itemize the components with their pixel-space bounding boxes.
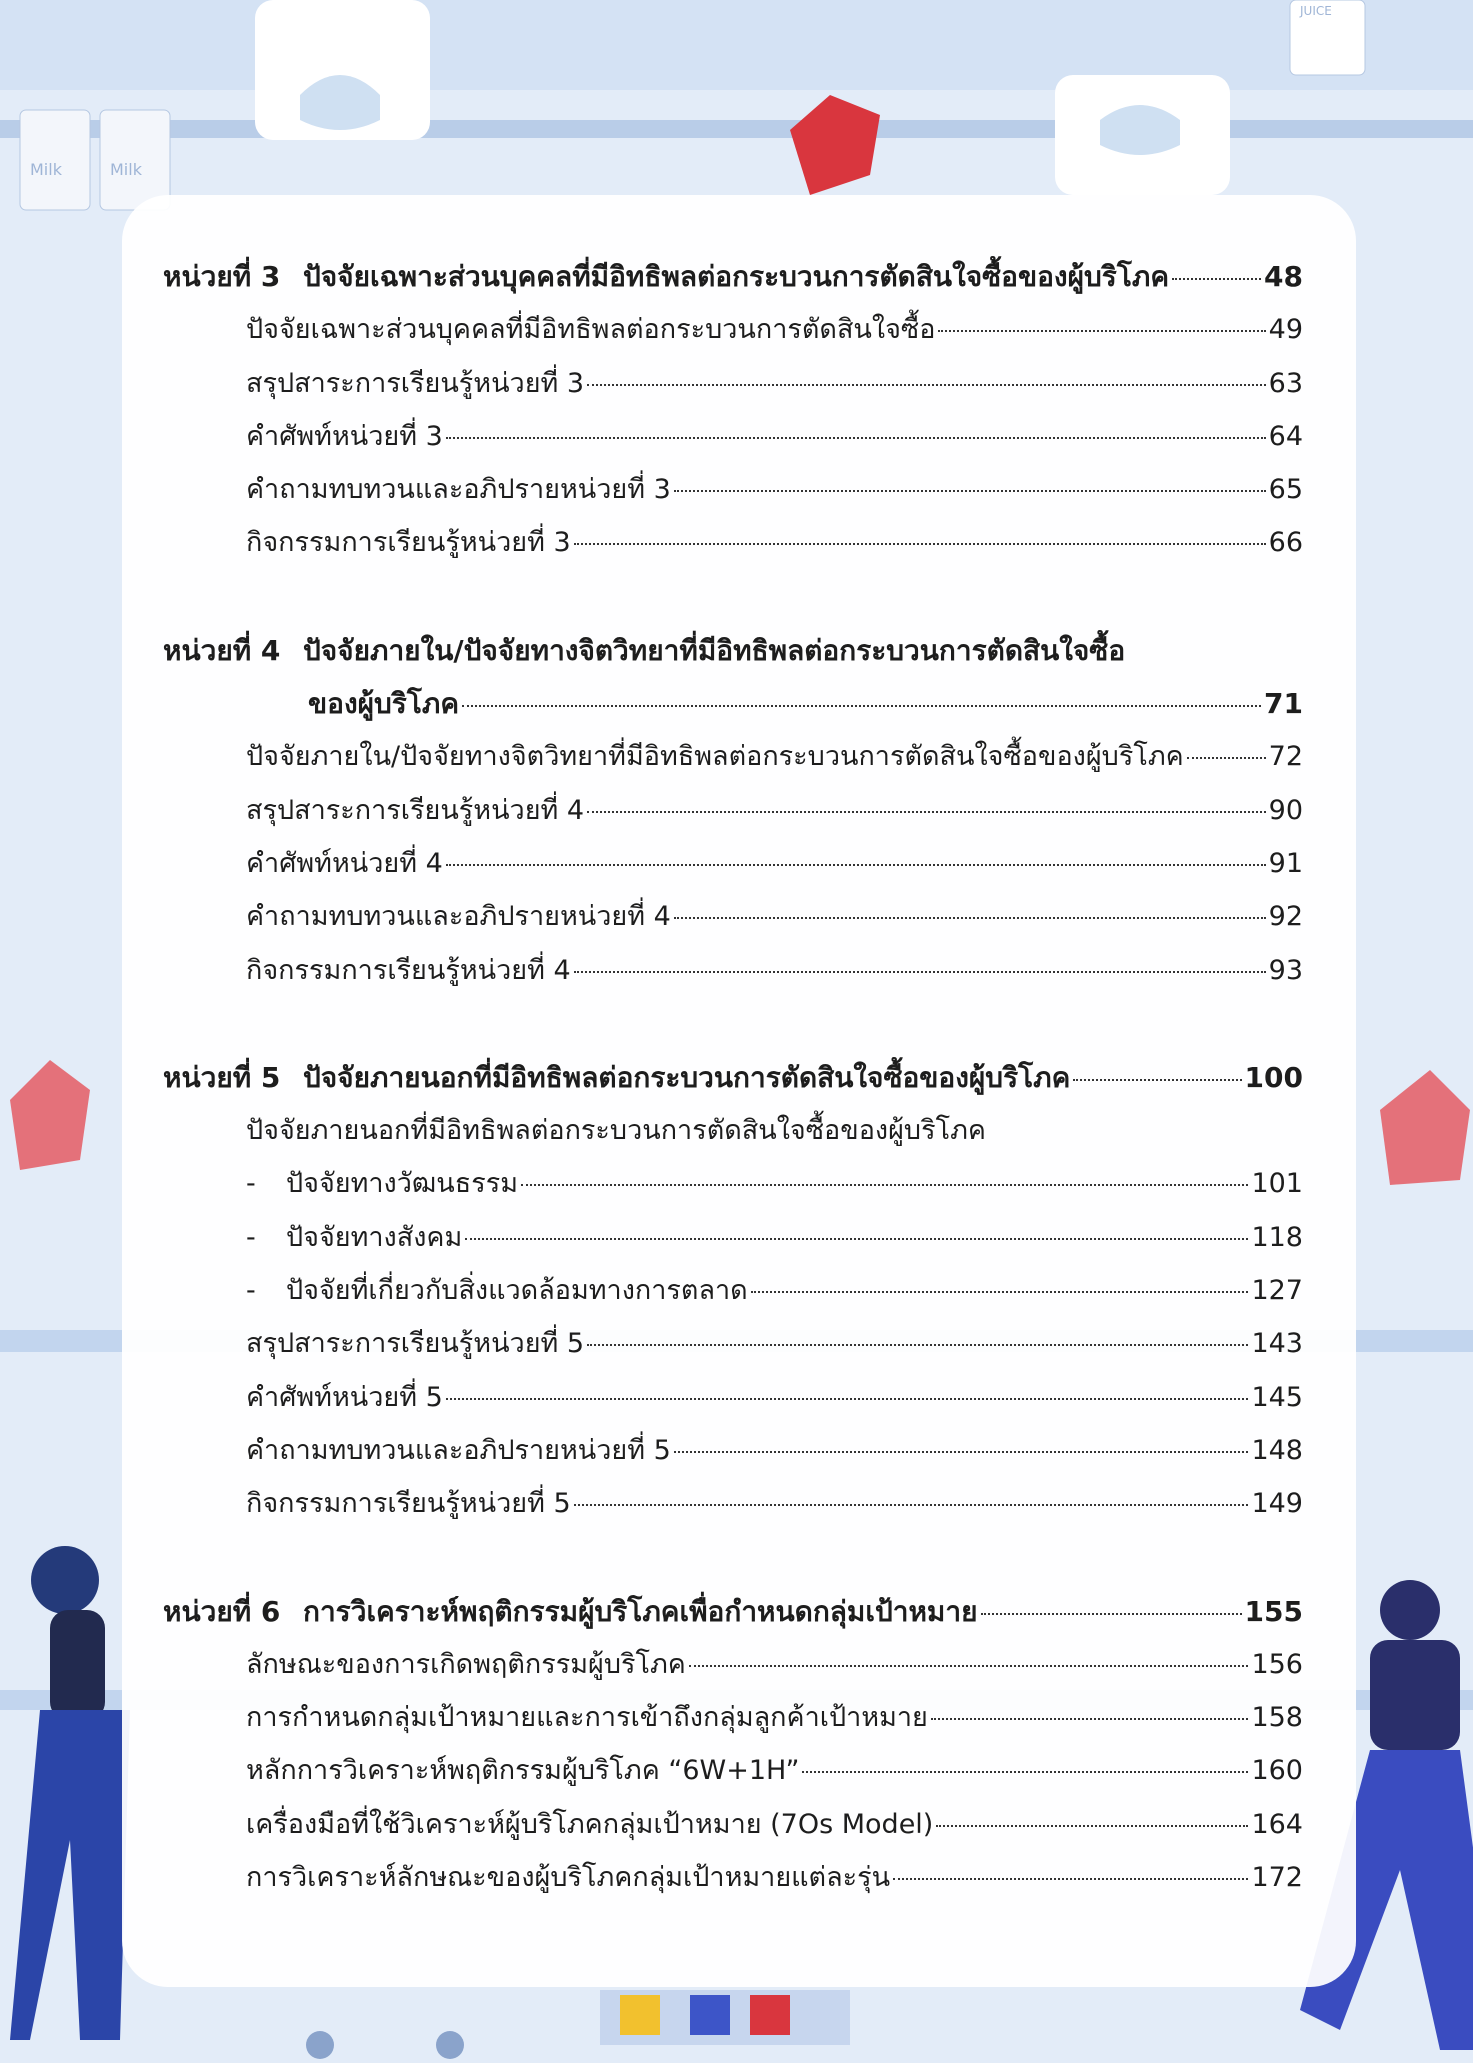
- toc-item[interactable]: [163, 410, 1303, 463]
- section-gap: [163, 1531, 1303, 1585]
- page-number: 158: [1251, 1702, 1303, 1734]
- section-gap: [163, 997, 1303, 1051]
- page-number: 155: [1244, 1594, 1303, 1628]
- toc-item[interactable]: [163, 1638, 1303, 1691]
- leader-dots: [446, 1397, 1249, 1400]
- leader-dots: [1073, 1078, 1241, 1081]
- unit-title: การวิเคราะห์พฤติกรรมผู้บริโภคเพื่อกำหนดกลุ่มเป้าหมาย: [303, 1594, 978, 1628]
- item-title: สรุปสาระการเรียนรู้หน่วยที่ 5: [246, 1328, 585, 1360]
- page-number: 92: [1268, 901, 1303, 933]
- page-number: 118: [1251, 1221, 1303, 1253]
- toc-unit-4-continuation[interactable]: [163, 677, 1303, 730]
- leader-dots: [587, 383, 1266, 386]
- leader-dots: [587, 810, 1266, 813]
- unit-label: หน่วยที่ 5: [163, 1060, 281, 1094]
- toc-item[interactable]: [163, 357, 1303, 410]
- item-title: คำศัพท์หน่วยที่ 3: [246, 420, 443, 452]
- unit-label: หน่วยที่ 4: [163, 633, 281, 667]
- toc-item[interactable]: [163, 837, 1303, 890]
- page-number: 127: [1251, 1275, 1303, 1307]
- item-title: คำศัพท์หน่วยที่ 5: [246, 1381, 443, 1413]
- unit-title-line-2: ของผู้บริโภค: [308, 687, 460, 721]
- leader-dots: [1172, 277, 1261, 280]
- section-gap: [163, 570, 1303, 624]
- milk-label: Milk: [30, 160, 62, 179]
- toc-item[interactable]: [163, 1424, 1303, 1477]
- toc-item[interactable]: [163, 1317, 1303, 1370]
- leader-dots: [1187, 756, 1266, 759]
- page-number: 63: [1268, 367, 1303, 399]
- item-title: ปัจจัยเฉพาะส่วนบุคคลที่มีอิทธิพลต่อกระบวนการตัดสินใจซื้อ: [246, 314, 936, 346]
- item-title: หลักการวิเคราะห์พฤติกรรมผู้บริโภค “6W+1H”: [246, 1755, 800, 1787]
- item-title: กิจกรรมการเรียนรู้หน่วยที่ 3: [246, 527, 571, 559]
- toc-item[interactable]: [163, 890, 1303, 943]
- mask-bubble-icon-2: [1055, 75, 1230, 195]
- item-title: ลักษณะของการเกิดพฤติกรรมผู้บริโภค: [246, 1648, 686, 1680]
- page-number: 100: [1244, 1060, 1303, 1094]
- page-number: 93: [1268, 954, 1303, 986]
- page-number: 48: [1264, 260, 1303, 293]
- bullet-dash: -: [246, 1275, 256, 1307]
- toc-item[interactable]: [163, 944, 1303, 997]
- leader-dots: [893, 1877, 1248, 1880]
- page-number: 145: [1251, 1381, 1303, 1413]
- page-number: 101: [1251, 1168, 1303, 1200]
- leader-dots: [802, 1770, 1248, 1773]
- item-title: ปัจจัยที่เกี่ยวกับสิ่งแวดล้อมทางการตลาด: [286, 1275, 748, 1307]
- item-title: เครื่องมือที่ใช้วิเคราะห์ผู้บริโภคกลุ่มเป้าหมาย (7Os Model): [246, 1808, 934, 1840]
- leader-dots: [674, 489, 1266, 492]
- toc-item-intro: [163, 1104, 1303, 1157]
- juice-label: JUICE: [1300, 4, 1332, 18]
- toc-item[interactable]: [163, 463, 1303, 516]
- leader-dots: [465, 1237, 1248, 1240]
- item-title: กิจกรรมการเรียนรู้หน่วยที่ 4: [246, 954, 571, 986]
- toc-item[interactable]: [163, 303, 1303, 356]
- toc-item[interactable]: [163, 1477, 1303, 1530]
- leader-dots: [931, 1717, 1249, 1720]
- page-number: 149: [1251, 1488, 1303, 1520]
- page-number: 143: [1251, 1328, 1303, 1360]
- bullet-dash: -: [246, 1221, 256, 1253]
- item-title: คำถามทบทวนและอภิปรายหน่วยที่ 5: [246, 1434, 671, 1466]
- leader-dots: [462, 704, 1261, 707]
- toc-item[interactable]: [163, 1798, 1303, 1851]
- leader-dots: [574, 542, 1266, 545]
- page-number: 90: [1268, 794, 1303, 826]
- mask-bubble-icon: [255, 0, 430, 140]
- unit-label: หน่วยที่ 6: [163, 1594, 281, 1628]
- toc-item[interactable]: [163, 784, 1303, 837]
- leader-dots: [689, 1664, 1249, 1667]
- item-title: ปัจจัยทางสังคม: [286, 1221, 463, 1253]
- item-title: คำถามทบทวนและอภิปรายหน่วยที่ 3: [246, 474, 671, 506]
- unit-title: ปัจจัยภายนอกที่มีอิทธิพลต่อกระบวนการตัดสินใจซื้อของผู้บริโภค: [303, 1060, 1071, 1094]
- page-number: 91: [1268, 847, 1303, 879]
- toc-bullet-item[interactable]: [163, 1211, 1303, 1264]
- item-title: คำถามทบทวนและอภิปรายหน่วยที่ 4: [246, 901, 671, 933]
- page-number: 65: [1268, 474, 1303, 506]
- unit-title-line-1: ปัจจัยภายใน/ปัจจัยทางจิตวิทยาที่มีอิทธิพลต่อกระบวนการตัดสินใจซื้อ: [303, 633, 1126, 667]
- leader-dots: [446, 863, 1266, 866]
- toc-unit-6[interactable]: [163, 1585, 1303, 1638]
- table-of-contents: [163, 250, 1303, 1904]
- unit-label: หน่วยที่ 3: [163, 260, 281, 293]
- page-number: 64: [1268, 420, 1303, 452]
- toc-unit-3[interactable]: [163, 250, 1303, 303]
- bullet-dash: -: [246, 1168, 256, 1200]
- toc-item[interactable]: [163, 1744, 1303, 1797]
- leader-dots: [574, 970, 1266, 973]
- toc-item[interactable]: [163, 516, 1303, 569]
- unit-title: ปัจจัยเฉพาะส่วนบุคคลที่มีอิทธิพลต่อกระบวนการตัดสินใจซื้อของผู้บริโภค: [303, 260, 1170, 293]
- page-number: 71: [1264, 687, 1303, 721]
- page-number: 164: [1251, 1808, 1303, 1840]
- page-number: 49: [1268, 314, 1303, 346]
- toc-item[interactable]: [163, 1851, 1303, 1904]
- toc-bullet-item[interactable]: [163, 1157, 1303, 1210]
- leader-dots: [938, 329, 1265, 332]
- item-title: การกำหนดกลุ่มเป้าหมายและการเข้าถึงกลุ่มลูกค้าเป้าหมาย: [246, 1702, 928, 1734]
- toc-item[interactable]: [163, 1691, 1303, 1744]
- leader-dots: [587, 1343, 1248, 1346]
- page-number: 148: [1251, 1434, 1303, 1466]
- toc-unit-5[interactable]: [163, 1051, 1303, 1104]
- item-title: ปัจจัยภายใน/ปัจจัยทางจิตวิทยาที่มีอิทธิพลต่อกระบวนการตัดสินใจซื้อของผู้บริโภค: [246, 741, 1184, 773]
- leader-dots: [936, 1824, 1248, 1827]
- milk-label-2: Milk: [110, 160, 142, 179]
- leader-dots: [674, 1450, 1249, 1453]
- page-number: 160: [1251, 1755, 1303, 1787]
- item-title: สรุปสาระการเรียนรู้หน่วยที่ 3: [246, 367, 585, 399]
- toc-unit-4[interactable]: [163, 624, 1303, 677]
- page-number: 66: [1268, 527, 1303, 559]
- page-number: 172: [1251, 1862, 1303, 1894]
- toc-item[interactable]: [163, 1371, 1303, 1424]
- item-title: สรุปสาระการเรียนรู้หน่วยที่ 4: [246, 794, 585, 826]
- juice-carton-icon: [1290, 0, 1365, 75]
- toc-bullet-item[interactable]: [163, 1264, 1303, 1317]
- leader-dots: [674, 916, 1266, 919]
- item-title: ปัจจัยภายนอกที่มีอิทธิพลต่อกระบวนการตัดสินใจซื้อของผู้บริโภค: [246, 1115, 986, 1147]
- leader-dots: [574, 1503, 1249, 1506]
- leader-dots: [521, 1183, 1248, 1186]
- leader-dots: [751, 1290, 1249, 1293]
- page-number: 156: [1251, 1648, 1303, 1680]
- toc-item[interactable]: [163, 730, 1303, 783]
- leader-dots: [446, 436, 1266, 439]
- item-title: กิจกรรมการเรียนรู้หน่วยที่ 5: [246, 1488, 571, 1520]
- leader-dots: [981, 1612, 1242, 1615]
- item-title: คำศัพท์หน่วยที่ 4: [246, 847, 443, 879]
- item-title: การวิเคราะห์ลักษณะของผู้บริโภคกลุ่มเป้าหมายแต่ละรุ่น: [246, 1862, 891, 1894]
- page-number: 72: [1268, 741, 1303, 773]
- item-title: ปัจจัยทางวัฒนธรรม: [286, 1168, 519, 1200]
